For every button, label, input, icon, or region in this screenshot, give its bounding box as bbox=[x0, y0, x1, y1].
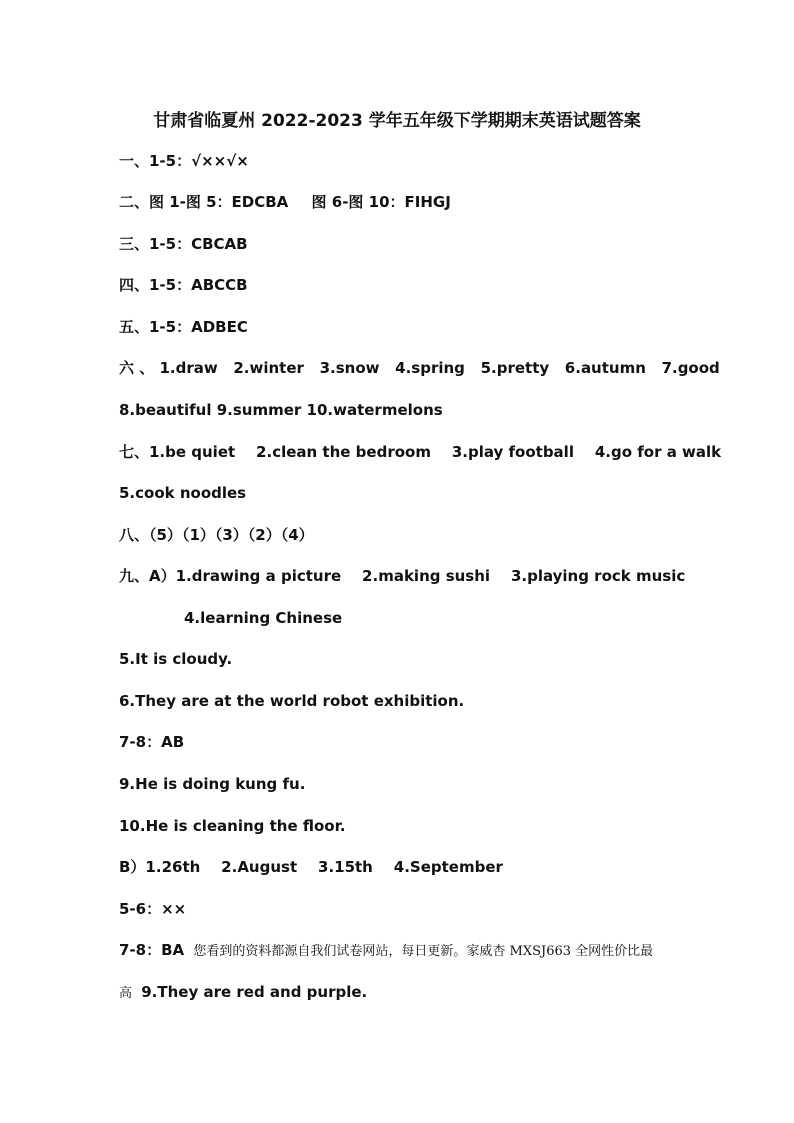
answer-line-13: 9.He is doing kung fu. bbox=[119, 775, 306, 793]
answer-line-3: 三、1-5：CBCAB bbox=[119, 235, 248, 253]
answer-line-18-answer: 9.They are red and purple. bbox=[141, 983, 368, 1001]
answer-line-7: 七、1.be quiet 2.clean the bedroom 3.play football 4.go for a walk bbox=[119, 443, 722, 461]
answer-line-6: 六 、 1.draw 2.winter 3.snow 4.spring 5.pretty 6.autumn 7.good bbox=[119, 359, 720, 377]
answer-line-6-continued: 8.beautiful 9.summer 10.watermelons bbox=[119, 401, 443, 419]
document-title: 甘肃省临夏州 2022-2023 学年五年级下学期期末英语试题答案 bbox=[153, 111, 641, 131]
answer-line-9-continued: 4.learning Chinese bbox=[184, 609, 343, 627]
answer-line-16: 5-6：×× bbox=[119, 900, 187, 918]
answer-line-1: 一、1-5：√××√× bbox=[119, 152, 249, 170]
answer-line-11: 6.They are at the world robot exhibition. bbox=[119, 692, 465, 710]
answer-line-15: B）1.26th 2.August 3.15th 4.September bbox=[119, 858, 503, 876]
watermark-note-end: 高 bbox=[119, 986, 133, 1001]
answer-line-4: 四、1-5：ABCCB bbox=[119, 276, 248, 294]
answer-line-2-part-1: 二、图 1-图 5：EDCBA bbox=[119, 193, 289, 211]
answer-line-17 bbox=[119, 939, 653, 963]
answer-line-12: 7-8：AB bbox=[119, 733, 185, 751]
answer-line-18 bbox=[119, 981, 367, 1005]
answer-line-2-part-2: 图 6-图 10：FIHGJ bbox=[311, 193, 451, 211]
watermark-note: 您看到的资料都源自我们试卷网站，每日更新。家威杏 MXSJ663 全网性价比最 bbox=[193, 944, 654, 959]
answer-line-9: 九、A）1.drawing a picture 2.making sushi 3.playing rock music bbox=[119, 567, 686, 585]
answer-line-7-continued: 5.cook noodles bbox=[119, 484, 247, 502]
answer-line-10: 5.It is cloudy. bbox=[119, 650, 233, 668]
answer-line-8: 八、（5）（1）（3）（2）（4） bbox=[119, 526, 314, 544]
answer-line-17-answer: 7-8：BA bbox=[119, 941, 185, 959]
answer-line-2 bbox=[119, 191, 451, 213]
answer-line-14: 10.He is cleaning the floor. bbox=[119, 817, 346, 835]
answer-line-5: 五、1-5：ADBEC bbox=[119, 318, 248, 336]
